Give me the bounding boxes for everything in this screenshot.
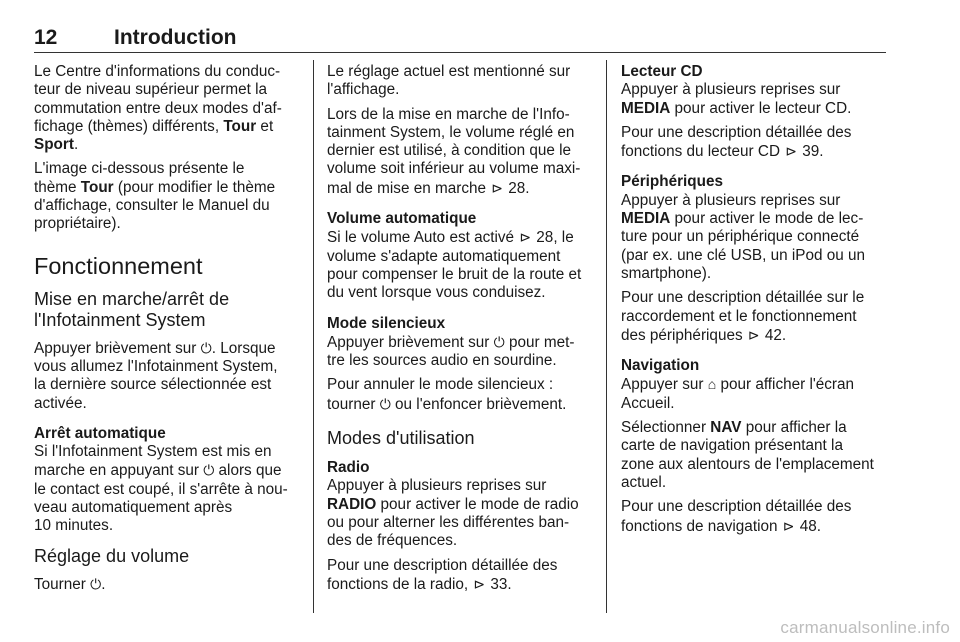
modes-title: Modes d'utilisation [327,428,475,449]
cd-paragraph: Appuyer à plusieurs reprises sur MEDIA pour activer le lecteur CD. [621,81,852,117]
auto-off-paragraph: Si l'Infotainment System est mis en marche en appuyant sur ⏻ alors que le contact est coupé, il s'arrête à nou- veau automatiquement après 10 minutes. [34,443,288,535]
page-reference-arrow-icon: ⊳ [747,326,760,343]
navigation-reference-paragraph: Pour une description détaillée des fonctions de navigation ⊳ 48. [621,498,852,535]
navigation-title: Navigation [621,357,700,375]
power-knob-icon: ⏻ [203,462,215,479]
page-link[interactable]: 39 [802,143,820,161]
navigation-map-paragraph: Sélectionner NAV pour afficher la carte de navigation présentant la zone aux alentours de l'emplacement actuel. [621,419,874,491]
section-title: Fonctionnement [34,252,203,279]
page-link[interactable]: 42 [764,326,782,344]
page-link[interactable]: 28 [536,229,554,247]
peripherals-paragraph: Appuyer à plusieurs reprises sur MEDIA pour activer le mode de lec- ture pour un périphérique connecté (par ex. une clé USB, un iPod ou un smartphone). [621,191,866,282]
column-2 [327,63,593,600]
column-divider-1 [313,60,314,613]
column-divider-2 [606,60,607,613]
volume-paragraph: Tourner ⏻. [34,575,106,593]
power-knob-icon: ⏻ [493,333,505,350]
page-header [34,26,886,52]
auto-off-title: Arrêt automatique [34,424,166,442]
page-link[interactable]: 33 [490,575,508,593]
radio-paragraph: Appuyer à plusieurs reprises sur RADIO pour activer le mode de radio ou pour alterner les différentes ban- des de fréquences. [327,477,579,550]
auto-volume-title: Volume automatique [327,210,477,228]
cd-reference-paragraph: Pour une description détaillée des fonctions du lecteur CD ⊳ 39. [621,123,852,161]
column-1 [34,63,302,600]
mute-title: Mode silencieux [327,314,446,332]
page-reference-arrow-icon: ⊳ [473,575,486,592]
subsection-title-power: Mise en marche/arrêt de l'Infotainment System [34,288,230,330]
peripherals-reference-paragraph: Pour une description détaillée sur le raccordement et le fonctionnement des périphériques ⊳ 42. [621,289,865,344]
page-reference-arrow-icon: ⊳ [491,179,503,196]
page-reference-arrow-icon: ⊳ [782,517,795,534]
power-knob-icon: ⏻ [200,339,212,356]
unmute-paragraph: Pour annuler le mode silencieux : tourner ⏻ ou l'enfoncer brièvement. [327,376,567,413]
watermark: carmanualsonline.info [780,618,950,637]
home-icon: ⌂ [707,376,717,393]
page-link[interactable]: 48 [799,517,817,535]
page-reference-arrow-icon: ⊳ [519,229,532,246]
peripherals-title: Périphériques [621,173,724,191]
power-paragraph: Appuyer brièvement sur ⏻. Lorsque vous allumez l'Infotainment System, la dernière source sélectionnée est activée. [34,339,278,412]
mute-paragraph: Appuyer brièvement sur ⏻ pour met- tre les sources audio en sourdine. [327,333,575,370]
page-number: 12 [34,26,58,49]
navigation-paragraph: Appuyer sur ⌂ pour afficher l'écran Accueil. [621,376,855,412]
radio-reference-paragraph: Pour une description détaillée des fonctions de la radio, ⊳ 33. [327,556,558,593]
intro-paragraph-2: L'image ci-dessous présente le thème Tour (pour modifier le thème d'affichage, consulter le Manuel du propriétaire). [34,160,276,233]
header-rule [34,52,886,53]
volume-title: Réglage du volume [34,545,190,566]
power-knob-icon: ⏻ [379,395,391,412]
volume-display-paragraph: Le réglage actuel est mentionné sur l'affichage. [327,63,571,99]
page-link[interactable]: 28 [508,179,526,197]
power-knob-icon: ⏻ [90,575,102,592]
volume-startup-paragraph: Lors de la mise en marche de l'Info- tainment System, le volume réglé en dernier est utilisé, à condition que le volume soit inférieur au volume maxi- mal de mise en marche ⊳ 28. [327,105,581,197]
column-3 [621,63,889,542]
page-reference-arrow-icon: ⊳ [785,143,797,160]
auto-volume-paragraph: Si le volume Auto est activé ⊳ 28, le volume s'adapte automatiquement pour compenser le bruit de la route et du vent lorsque vous conduisez. [327,229,582,302]
radio-title: Radio [327,459,370,477]
intro-paragraph-1: Le Centre d'informations du conduc- teur de niveau supérieur permet la commutation entre deux modes d'af- fichage (thèmes) différents, Tour et Sport. [34,63,282,154]
cd-title: Lecteur CD [621,63,703,80]
chapter-title: Introduction [114,26,237,49]
